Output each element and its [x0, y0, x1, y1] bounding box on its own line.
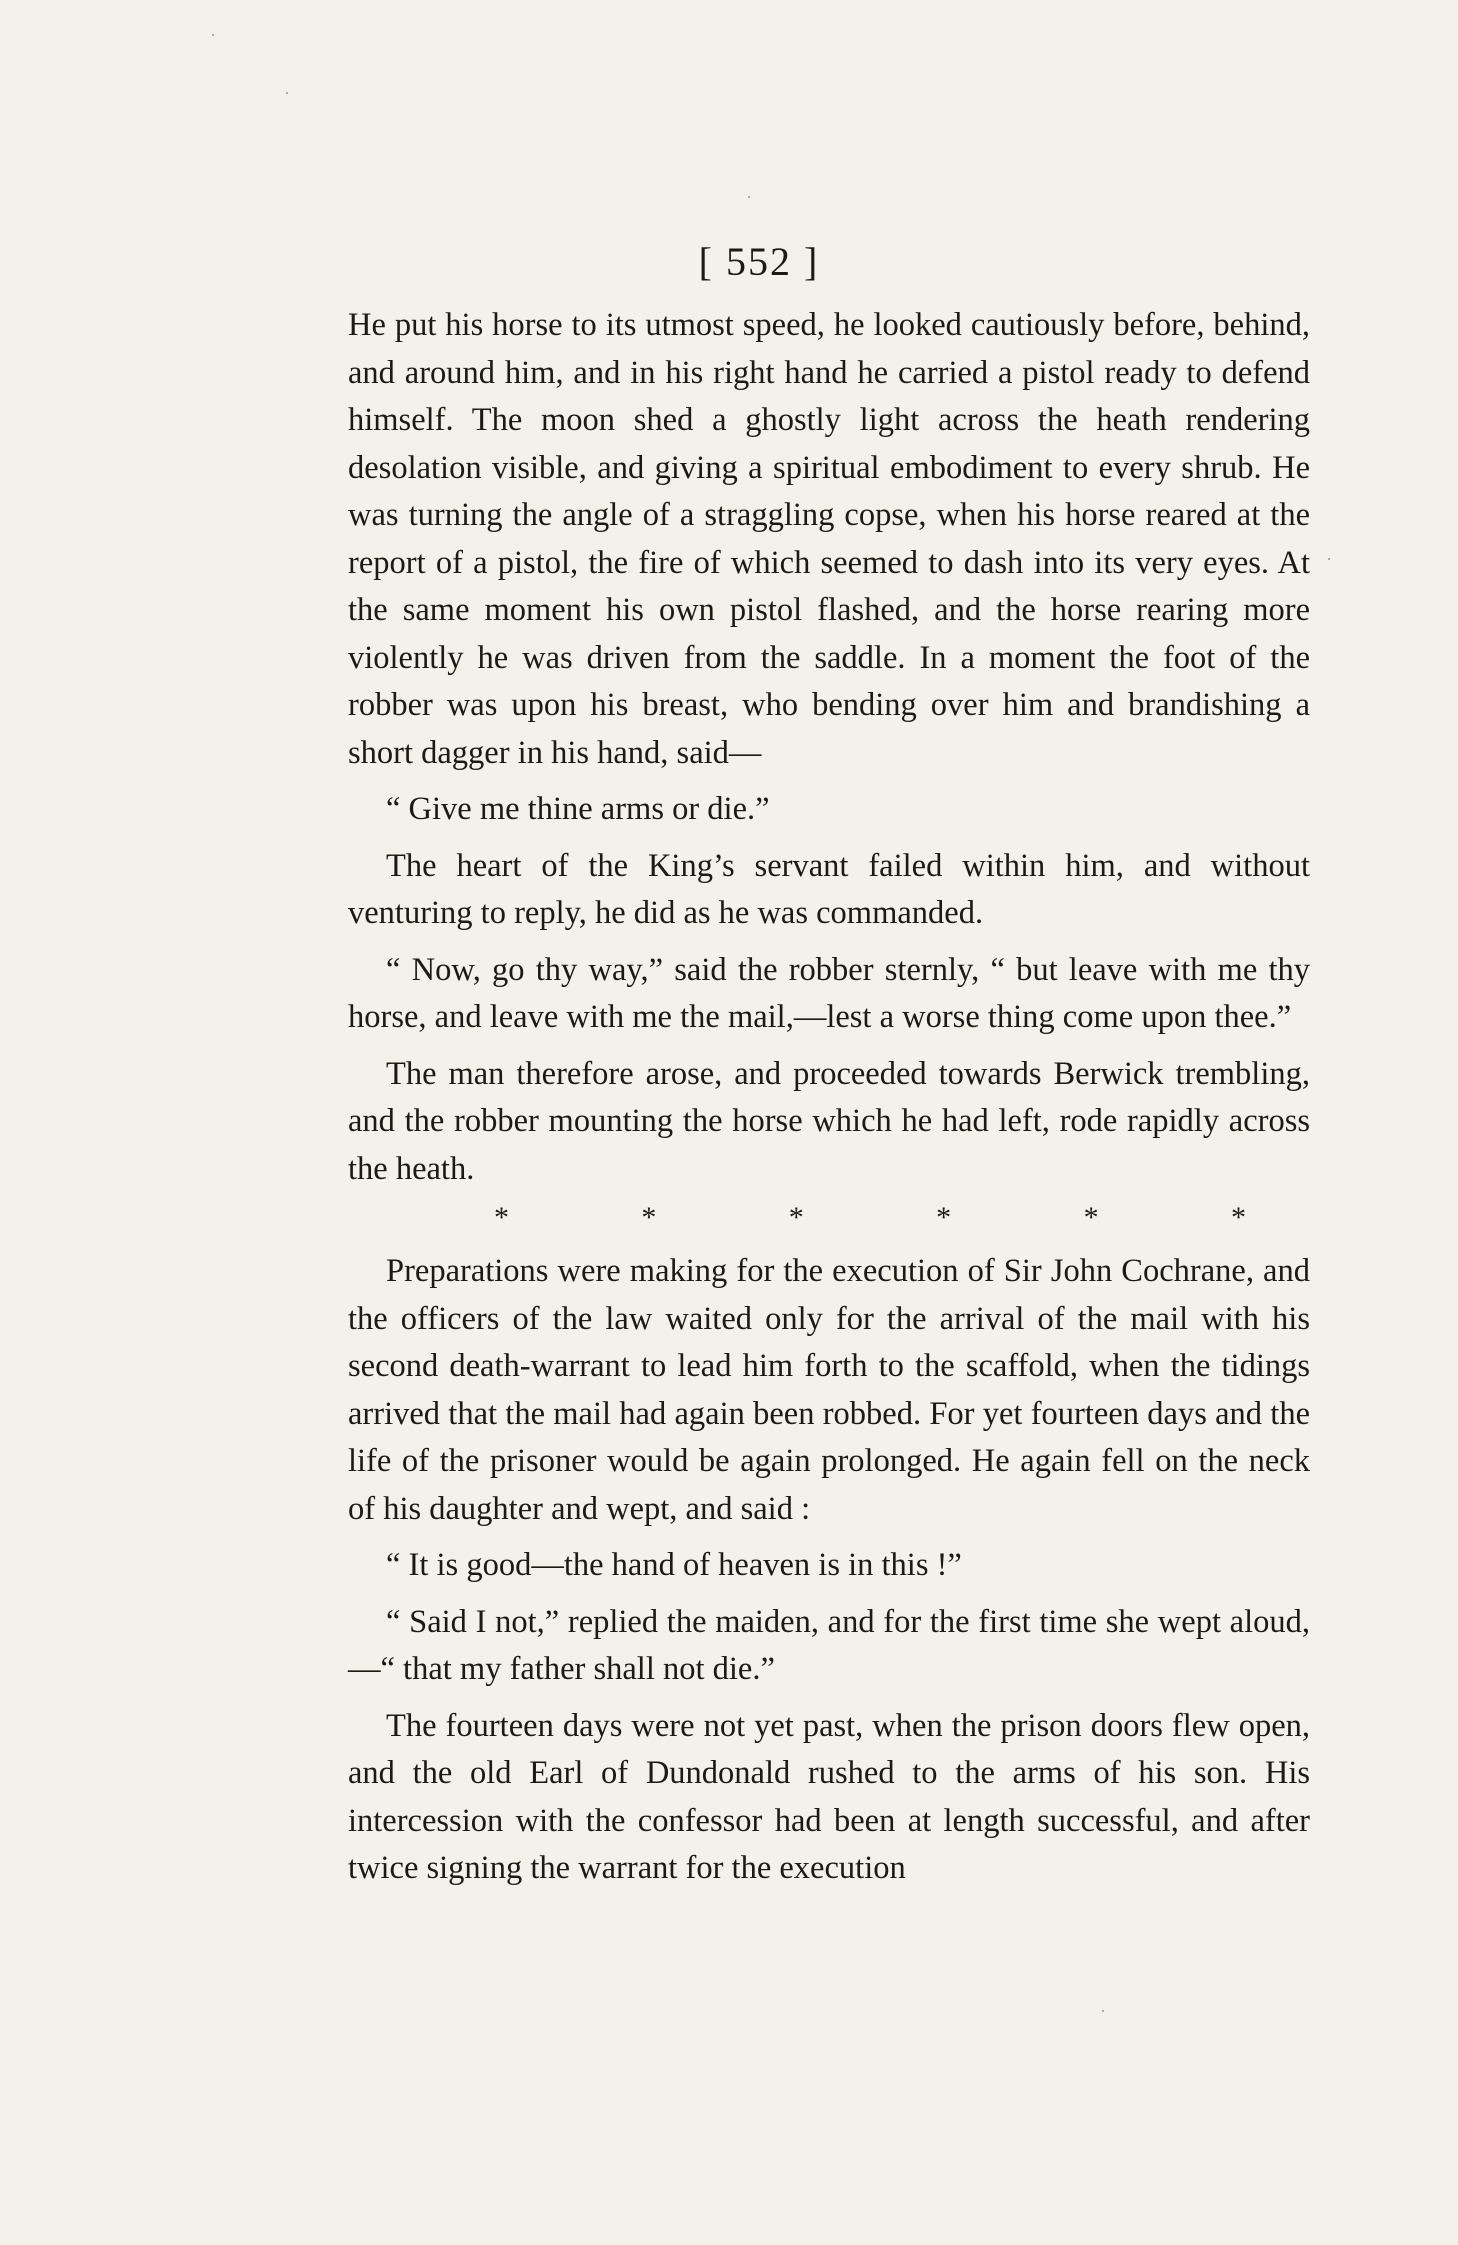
paragraph: “ Give me thine arms or die.”	[386, 791, 770, 827]
paragraph: Preparations were making for the execution of Sir John Cochrane, and the officers of the law waited only for the arrival of the mail with his second death-warrant to lead him forth to the scaffold, when the tidings arrived that the mail had again been robbed. For yet fourteen days and the life of the prisoner would be again prolonged. He again fell on the neck of his daughter and wept, and said :	[348, 1253, 1310, 1527]
paper-speck	[212, 34, 214, 36]
paragraph: He put his horse to its utmost speed, he looked cautiously before, behind, and around him, and in his right hand he carried a pistol ready to defend himself. The moon shed a ghostly light across the heath rendering desolation visible, and giving a spiritual embodiment to every shrub. He was turning the angle of a straggling copse, when his horse reared at the report of a pistol, the fire of which seemed to dash into its very eyes. At the same moment his own pistol flashed, and the horse rearing more violently he was driven from the saddle. In a moment the foot of the robber was upon his breast, who bending over him and brandishing a short dagger in his hand, said—	[348, 307, 1310, 771]
separator-star: *	[641, 1201, 657, 1234]
separator-star: *	[788, 1201, 804, 1234]
paper-speck	[748, 196, 750, 198]
paragraph: The heart of the King’s servant failed within him, and without venturing to reply, he did as he was commanded.	[348, 847, 1310, 931]
paragraph: “ Now, go thy way,” said the robber sternly, “ but leave with me thy horse, and leave with me the mail,—lest a worse thing come upon thee.”	[348, 951, 1310, 1035]
paper-speck	[286, 92, 288, 94]
paragraph: “ Said I not,” replied the maiden, and for the first time she wept aloud,—“ that my father shall not die.”	[348, 1603, 1310, 1687]
paper-speck	[1102, 2010, 1104, 2012]
section-separator	[348, 1198, 1310, 1238]
paragraph: The fourteen days were not yet past, when the prison doors flew open, and the old Earl of Dundonald rushed to the arms of his son. His intercession with the confessor had been at length successful, and after twice signing the warrant for the execution	[348, 1707, 1310, 1886]
separator-star: *	[1230, 1201, 1246, 1234]
body-text	[348, 302, 1310, 1902]
separator-star: *	[1083, 1201, 1099, 1234]
separator-star: *	[936, 1201, 952, 1234]
paper-speck	[1328, 558, 1330, 560]
paragraph: The man therefore arose, and proceeded towards Berwick trembling, and the robber mounting the horse which he had left, rode rapidly across the heath.	[348, 1055, 1310, 1187]
paragraph: “ It is good—the hand of heaven is in this !”	[386, 1547, 962, 1583]
page-number: [ 552 ]	[698, 239, 820, 284]
separator-star: *	[494, 1201, 509, 1234]
